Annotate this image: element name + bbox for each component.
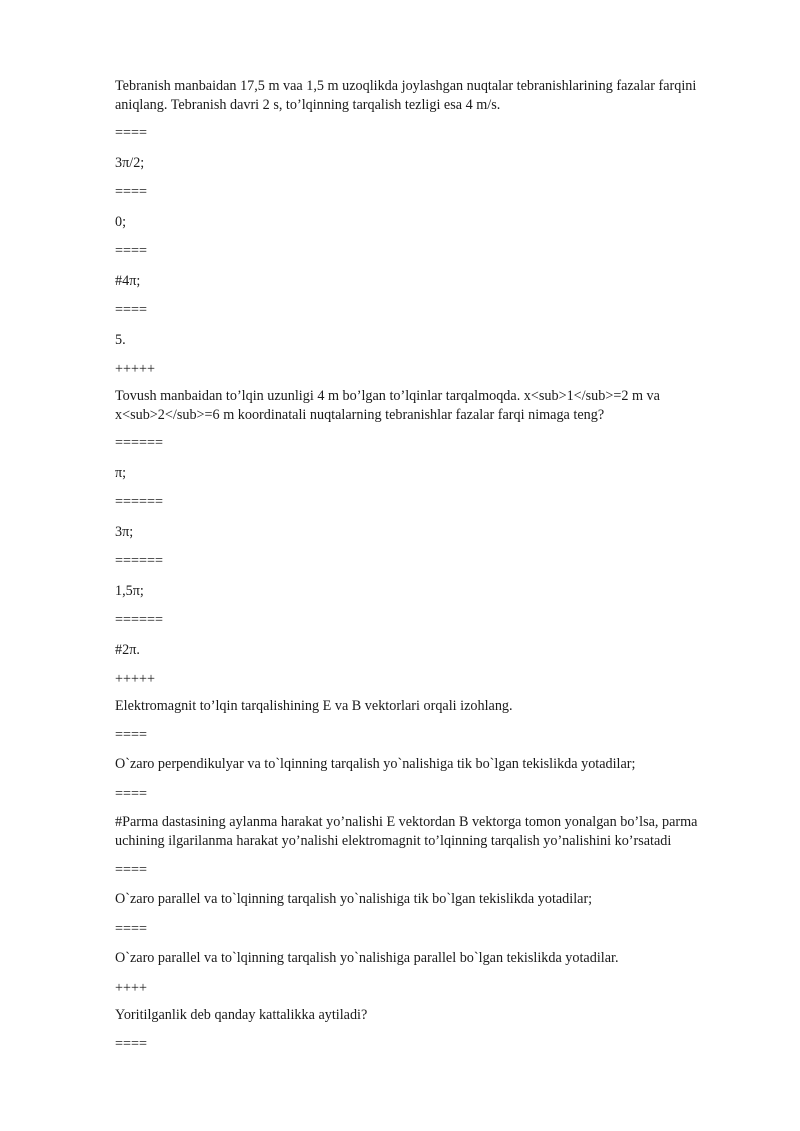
question-separator: ++++ xyxy=(115,980,148,996)
answer-option: 1,5π; xyxy=(115,583,144,599)
separator: ====== xyxy=(115,494,164,510)
answer-option: 3π/2; xyxy=(115,155,145,171)
separator: ====== xyxy=(115,435,164,451)
answer-option: O`zaro perpendikulyar va to`lqinning tarqalish yo`nalishiga tik bo`lgan tekislikda yotadilar; xyxy=(115,756,636,772)
answer-option: O`zaro parallel va to`lqinning tarqalish yo`nalishiga parallel bo`lgan tekislikda yotadilar. xyxy=(115,950,619,966)
answer-option: 3π; xyxy=(115,524,134,540)
separator: ==== xyxy=(115,184,148,200)
answer-option-correct: #2π. xyxy=(115,642,140,658)
separator: ==== xyxy=(115,1036,148,1052)
answer-option-correct: #Parma dastasining aylanma harakat yo’nalishi E vektordan B vektorga tomon yonalgan bo’lsa, parma uchining ilgarilanma harakat yo’nalishi elektromagnit to’lqinning tarqalish yo’nalishini ko’rsatadi xyxy=(115,814,701,849)
separator: ====== xyxy=(115,612,164,628)
answer-option: O`zaro parallel va to`lqinning tarqalish yo`nalishiga tik bo`lgan tekislikda yotadilar; xyxy=(115,891,593,907)
separator: ====== xyxy=(115,553,164,569)
question-3-text: Elektromagnit to’lqin tarqalishining E va B vektorlari orqali izohlang. xyxy=(115,698,513,714)
separator: ==== xyxy=(115,727,148,743)
separator: ==== xyxy=(115,862,148,878)
separator: ==== xyxy=(115,125,148,141)
question-1-text: Tebranish manbaidan 17,5 m vaa 1,5 m uzoqlikda joylashgan nuqtalar tebranishlarining fazalar farqini aniqlang. Tebranish davri 2 s, to’lqinning tarqalish tezligi esa 4 m/s. xyxy=(115,78,700,113)
question-4-text: Yoritilganlik deb qanday kattalikka aytiladi? xyxy=(115,1007,368,1023)
answer-option: 5. xyxy=(115,332,126,348)
answer-option: π; xyxy=(115,465,127,481)
answer-option: 0; xyxy=(115,214,127,230)
separator: ==== xyxy=(115,921,148,937)
separator: ==== xyxy=(115,243,148,259)
question-2-text: Tovush manbaidan to’lqin uzunligi 4 m bo’lgan to’lqinlar tarqalmoqda. x<sub>1</sub>=2 m va x<sub>2</sub>=6 m koordinatali nuqtalarning tebranishlar fazalar farqi nimaga teng? xyxy=(115,388,664,423)
separator: ==== xyxy=(115,786,148,802)
question-separator: +++++ xyxy=(115,361,156,377)
separator: ==== xyxy=(115,302,148,318)
answer-option-correct: #4π; xyxy=(115,273,141,289)
question-separator: +++++ xyxy=(115,671,156,687)
